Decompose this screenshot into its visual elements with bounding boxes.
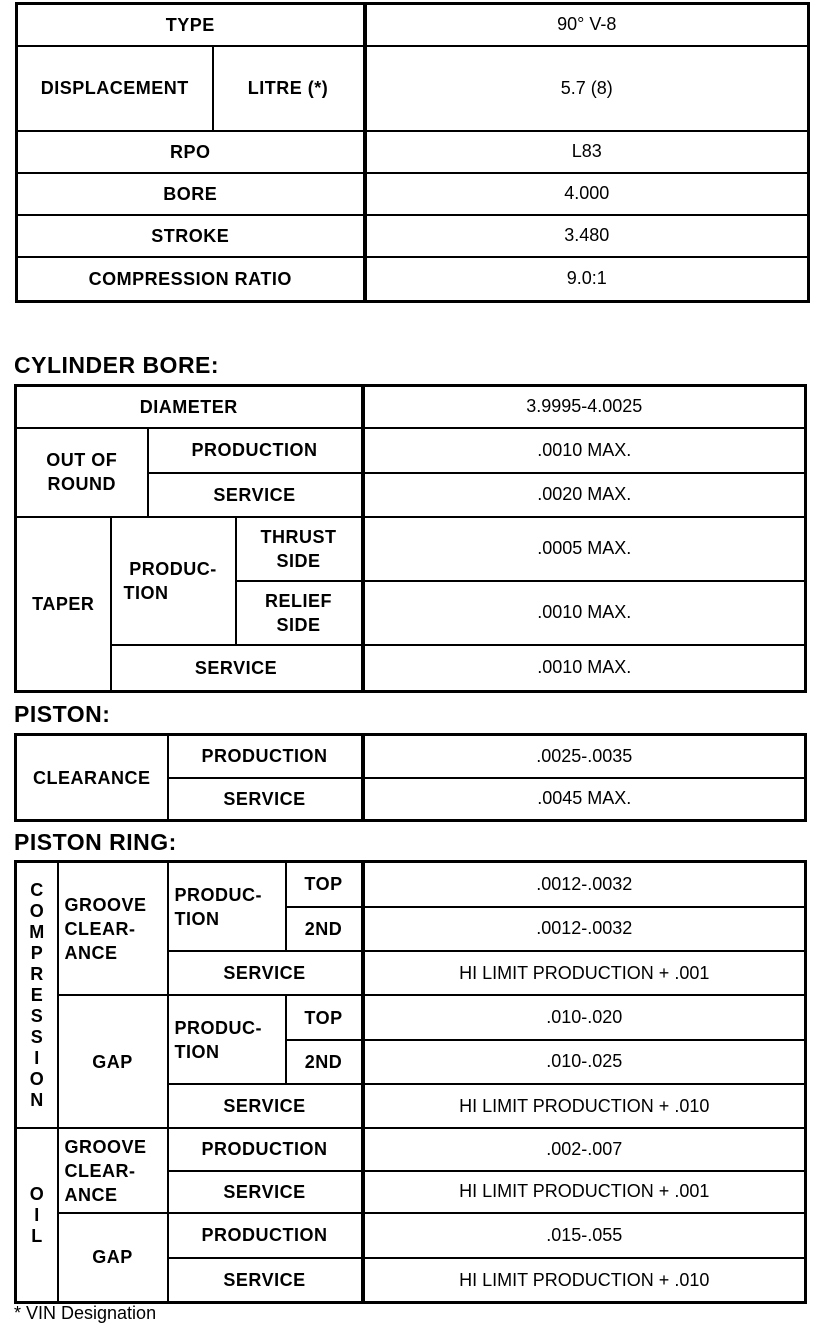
compression-letter: M bbox=[29, 921, 45, 942]
taper-service-label: SERVICE bbox=[111, 645, 363, 692]
footnote: * VIN Designation bbox=[14, 1303, 157, 1323]
piston-heading: PISTON: bbox=[14, 701, 111, 727]
bore-label: BORE bbox=[17, 173, 365, 215]
comp-gap-top-label: TOP bbox=[286, 995, 363, 1039]
stroke-label: STROKE bbox=[17, 215, 365, 257]
stroke-value: 3.480 bbox=[365, 215, 809, 257]
thrust-side-label bbox=[236, 517, 363, 581]
oil-letter: O bbox=[29, 1183, 44, 1204]
oor-production-value: .0010 MAX. bbox=[363, 428, 806, 473]
oil-gap-service-value: HI LIMIT PRODUCTION + .010 bbox=[363, 1258, 806, 1302]
compression-letter: O bbox=[29, 900, 44, 921]
comp-gap-service-value: HI LIMIT PRODUCTION + .010 bbox=[363, 1084, 806, 1128]
thrust-side-line2: SIDE bbox=[276, 550, 321, 571]
oil-groove-line2: CLEAR- bbox=[64, 1160, 136, 1181]
compression-letter: S bbox=[30, 1026, 43, 1047]
oil-groove-production-value: .002-.007 bbox=[363, 1128, 806, 1170]
comp-groove-top-label: TOP bbox=[286, 862, 363, 907]
oil-vertical-label bbox=[16, 1128, 58, 1302]
relief-side-line2: SIDE bbox=[276, 614, 321, 635]
comp-groove-line3: ANCE bbox=[64, 942, 118, 963]
bore-value: 4.000 bbox=[365, 173, 809, 215]
diameter-value: 3.9995-4.0025 bbox=[363, 386, 806, 428]
comp-gap-production-line1: PRODUC- bbox=[174, 1017, 262, 1038]
rpo-label: RPO bbox=[17, 131, 365, 173]
comp-gap-production-line2: TION bbox=[174, 1041, 220, 1062]
taper-production-label bbox=[111, 517, 236, 645]
oil-gap-label: GAP bbox=[58, 1213, 168, 1303]
oor-production-label: PRODUCTION bbox=[148, 428, 363, 473]
piston-production-label: PRODUCTION bbox=[168, 735, 363, 778]
compression-letter: P bbox=[30, 942, 43, 963]
oor-service-value: .0020 MAX. bbox=[363, 473, 806, 517]
comp-gap-2nd-label: 2ND bbox=[286, 1040, 363, 1084]
oil-groove-production-label: PRODUCTION bbox=[168, 1128, 363, 1170]
cylinder-bore-heading: CYLINDER BORE: bbox=[14, 352, 220, 378]
taper-production-line1: PRODUC- bbox=[129, 558, 217, 579]
piston-ring-table bbox=[14, 860, 807, 1304]
oil-gap-production-label: PRODUCTION bbox=[168, 1213, 363, 1258]
comp-groove-line1: GROOVE bbox=[64, 894, 147, 915]
oil-groove-line3: ANCE bbox=[64, 1184, 118, 1205]
relief-side-value: .0010 MAX. bbox=[363, 581, 806, 645]
taper-label: TAPER bbox=[16, 517, 111, 692]
litre-label: LITRE (*) bbox=[213, 46, 365, 131]
comp-gap-production-label bbox=[168, 995, 286, 1084]
comp-groove-2nd-value: .0012-.0032 bbox=[363, 907, 806, 951]
compression-letter: C bbox=[30, 879, 44, 900]
type-value: 90° V-8 bbox=[365, 4, 809, 46]
compression-letter: I bbox=[34, 1047, 40, 1068]
comp-gap-label: GAP bbox=[58, 995, 168, 1128]
displacement-label: DISPLACEMENT bbox=[17, 46, 213, 131]
compression-letter: N bbox=[30, 1089, 44, 1110]
piston-clearance-label: CLEARANCE bbox=[16, 735, 168, 821]
oil-letter: L bbox=[31, 1225, 43, 1246]
thrust-side-value: .0005 MAX. bbox=[363, 517, 806, 581]
out-of-round-label-line2: ROUND bbox=[47, 474, 116, 494]
compression-ratio-value: 9.0:1 bbox=[365, 257, 809, 302]
compression-letter: R bbox=[30, 963, 44, 984]
type-label: TYPE bbox=[17, 4, 365, 46]
compression-letter: S bbox=[30, 1005, 43, 1026]
diameter-label: DIAMETER bbox=[16, 386, 363, 428]
comp-groove-line2: CLEAR- bbox=[64, 918, 136, 939]
compression-ratio-label: COMPRESSION RATIO bbox=[17, 257, 365, 302]
comp-groove-production-line1: PRODUC- bbox=[174, 884, 262, 905]
out-of-round-label bbox=[16, 428, 148, 517]
displacement-value: 5.7 (8) bbox=[365, 46, 809, 131]
cylinder-bore-table bbox=[14, 384, 807, 693]
oil-gap-production-value: .015-.055 bbox=[363, 1213, 806, 1258]
piston-ring-heading: PISTON RING: bbox=[14, 829, 177, 855]
comp-groove-top-value: .0012-.0032 bbox=[363, 862, 806, 907]
oor-service-label: SERVICE bbox=[148, 473, 363, 517]
piston-service-value: .0045 MAX. bbox=[363, 778, 806, 821]
comp-groove-production-line2: TION bbox=[174, 908, 220, 929]
piston-service-label: SERVICE bbox=[168, 778, 363, 821]
piston-production-value: .0025-.0035 bbox=[363, 735, 806, 778]
oil-gap-service-label: SERVICE bbox=[168, 1258, 363, 1302]
comp-groove-service-value: HI LIMIT PRODUCTION + .001 bbox=[363, 951, 806, 995]
relief-side-label bbox=[236, 581, 363, 645]
taper-production-line2: TION bbox=[123, 582, 169, 603]
compression-letter: O bbox=[29, 1068, 44, 1089]
relief-side-line1: RELIEF bbox=[264, 590, 332, 611]
thrust-side-line1: THRUST bbox=[260, 526, 337, 547]
oil-groove-clearance-label bbox=[58, 1128, 168, 1213]
oil-groove-service-label: SERVICE bbox=[168, 1171, 363, 1213]
oil-groove-service-value: HI LIMIT PRODUCTION + .001 bbox=[363, 1171, 806, 1213]
comp-gap-service-label: SERVICE bbox=[168, 1084, 363, 1128]
compression-letter: E bbox=[30, 984, 43, 1005]
out-of-round-label-line1: OUT OF bbox=[46, 450, 118, 470]
comp-groove-production-label bbox=[168, 862, 286, 952]
oil-groove-line1: GROOVE bbox=[64, 1136, 147, 1157]
piston-table bbox=[14, 733, 807, 822]
engine-spec-table bbox=[15, 2, 810, 303]
comp-gap-2nd-value: .010-.025 bbox=[363, 1040, 806, 1084]
taper-service-value: .0010 MAX. bbox=[363, 645, 806, 692]
compression-vertical-label bbox=[16, 862, 58, 1129]
rpo-value: L83 bbox=[365, 131, 809, 173]
comp-groove-clearance-label bbox=[58, 862, 168, 996]
comp-groove-2nd-label: 2ND bbox=[286, 907, 363, 951]
comp-gap-top-value: .010-.020 bbox=[363, 995, 806, 1039]
oil-letter: I bbox=[34, 1204, 40, 1225]
comp-groove-service-label: SERVICE bbox=[168, 951, 363, 995]
